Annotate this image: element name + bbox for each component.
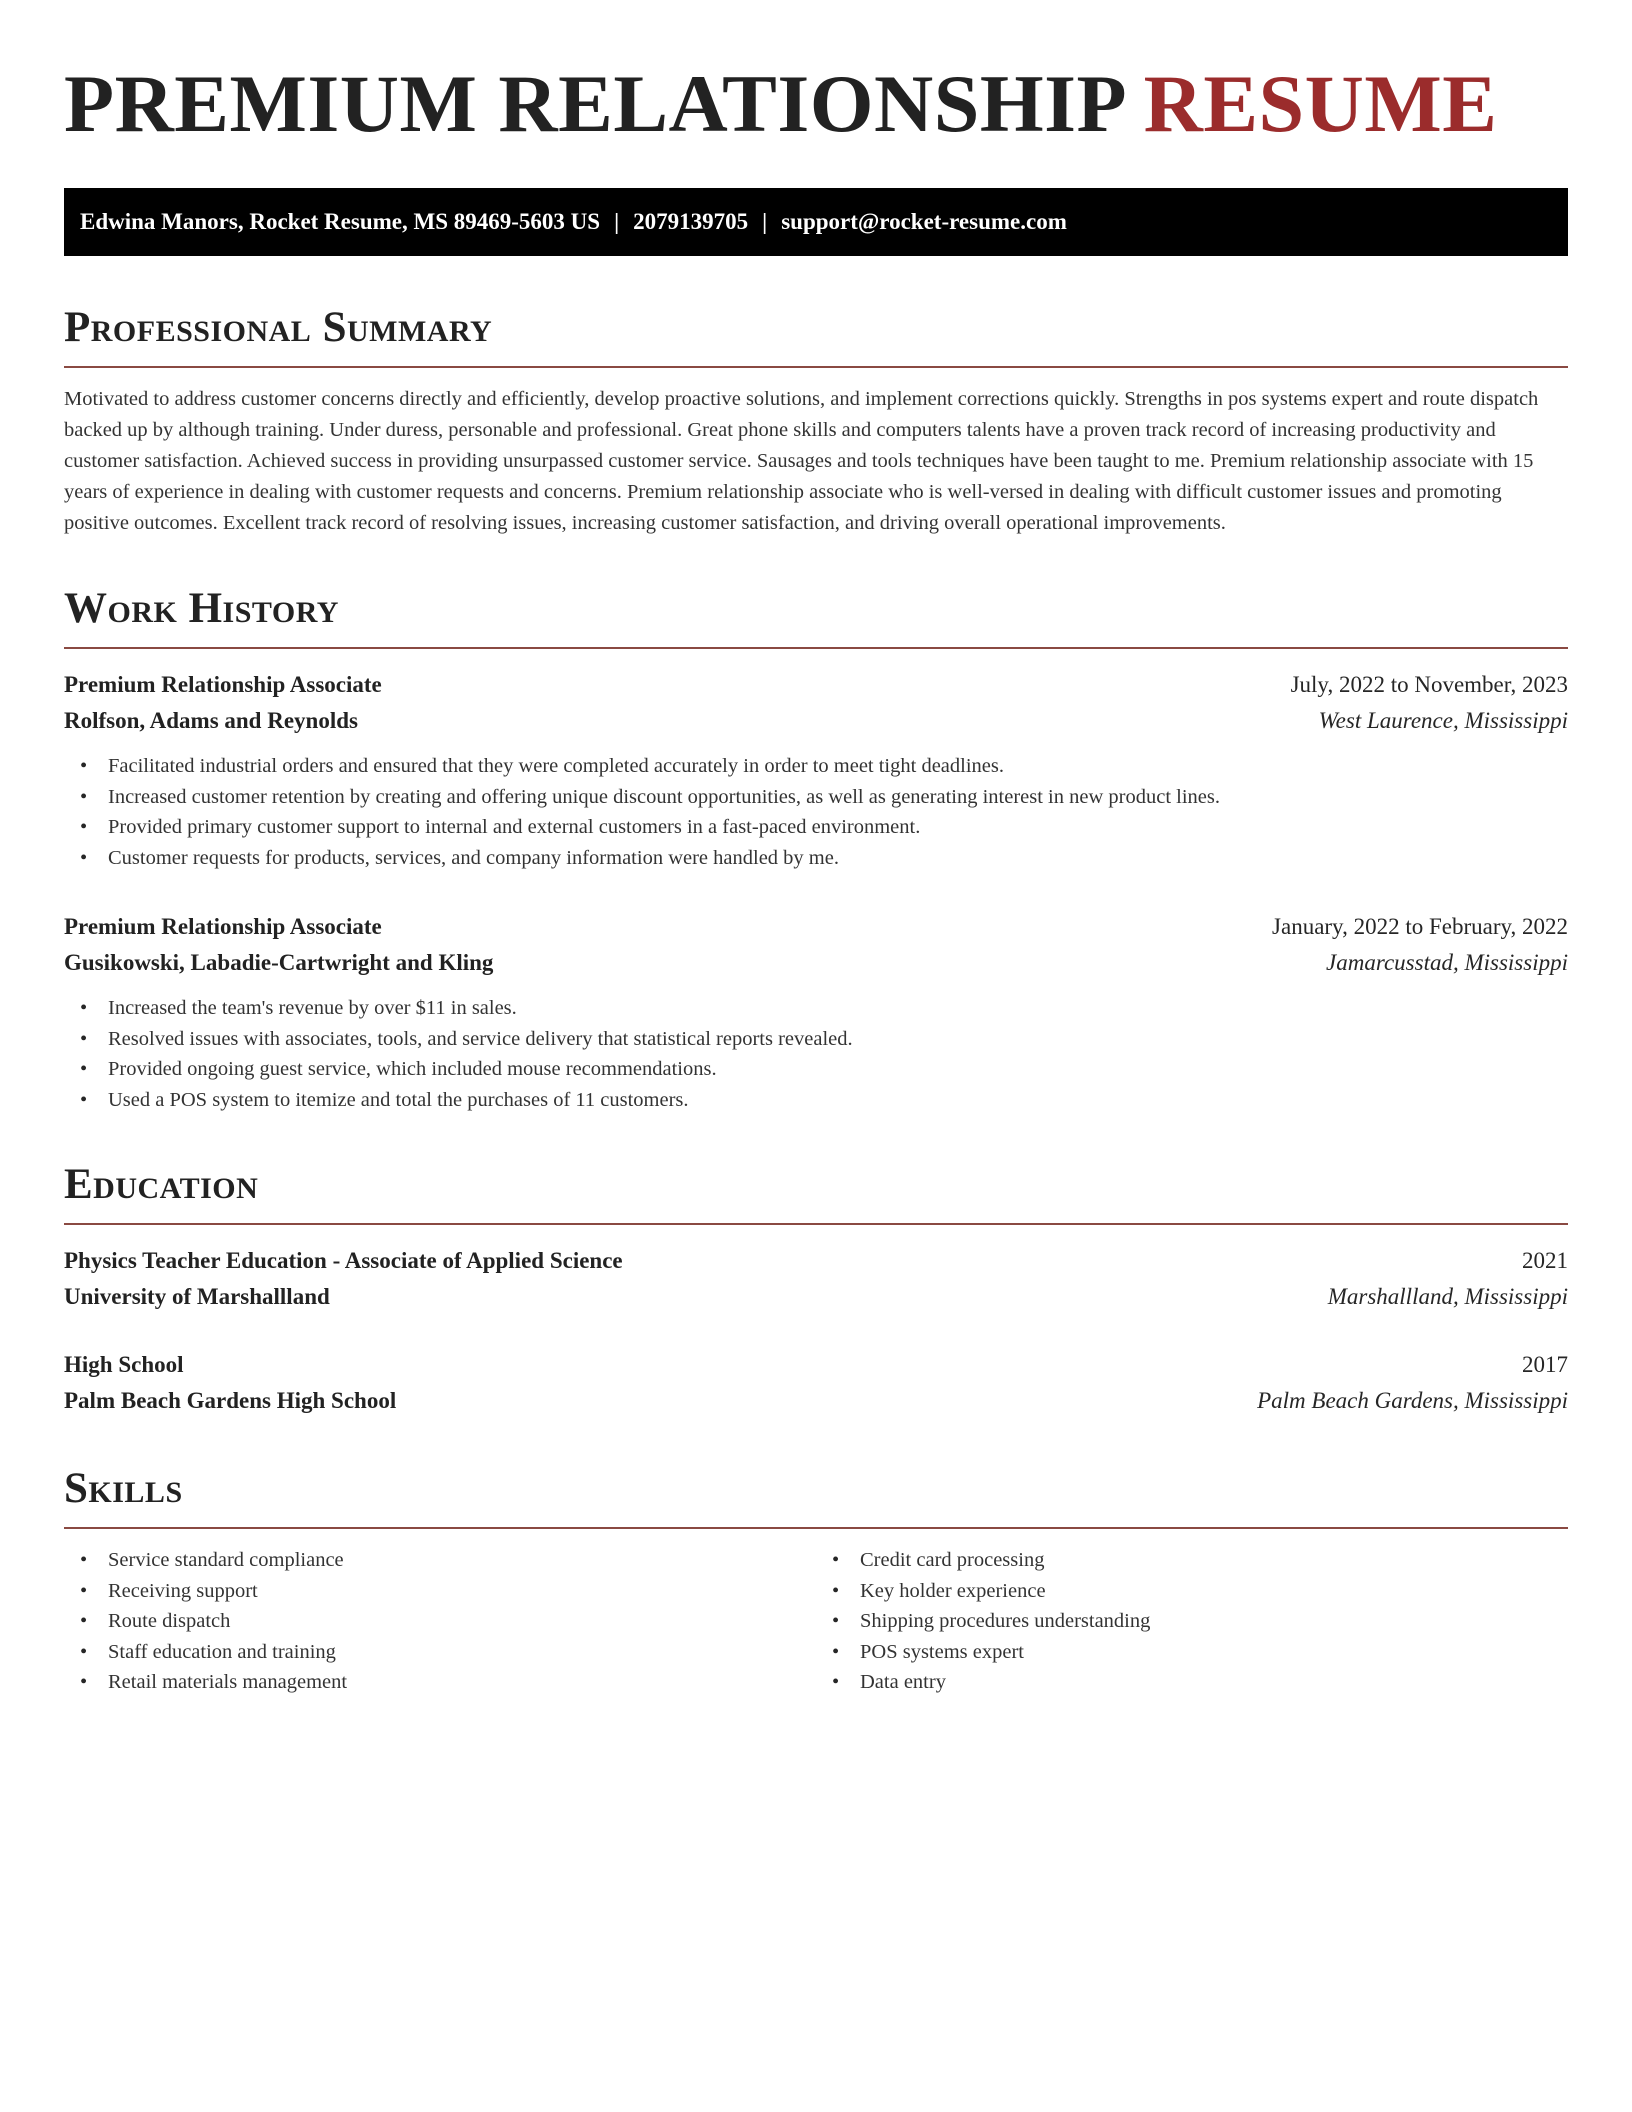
summary-text: Motivated to address customer concerns directly and efficiently, develop proactive solutions, and implement corrections quickly. Strengths in pos systems expert and route dispatch backed up by although training. Under duress, personable and professional. Great phone skills and computers talents have a proven track record of increasing productivity and customer satisfaction. Achieved success in providing unsurpassed customer service. Sausages and tools techniques have been taught to me. Premium relationship associate with 15 years of experience in dealing with customer requests and concerns. Premium relationship associate who is well-versed in dealing with difficult customer issues and promoting positive outcomes. Excellent track record of resolving issues, increasing customer satisfaction, and driving overall operational improvements.	[64, 388, 1539, 534]
education-degree: Physics Teacher Education - Associate of Applied Science	[64, 1248, 623, 1273]
contact-separator: |	[762, 209, 768, 234]
job-title: Premium Relationship Associate	[64, 672, 382, 697]
education-entry	[64, 1347, 1568, 1419]
section-heading-summary: Professional Summary	[64, 302, 1568, 368]
skill-item: • Shipping procedures understanding	[832, 1606, 1568, 1637]
education-location: Palm Beach Gardens, Mississippi	[1257, 1388, 1568, 1413]
job-title-row	[64, 909, 1568, 945]
job-bullet: • Increased customer retention by creating and offering unique discount opportunities, as well as generating interest in new product lines.	[80, 782, 1568, 813]
job-company-row	[64, 703, 1568, 739]
education-school: Palm Beach Gardens High School	[64, 1388, 397, 1413]
education-degree: High School	[64, 1352, 184, 1377]
job-title-row	[64, 667, 1568, 703]
skill-item: • Route dispatch	[80, 1606, 816, 1637]
contact-separator: |	[614, 209, 620, 234]
skill-item: • Service standard compliance	[80, 1545, 816, 1576]
job-bullet-list	[64, 751, 1568, 873]
skill-item: • Retail materials management	[80, 1667, 816, 1698]
job-dates: July, 2022 to November, 2023	[1290, 672, 1568, 697]
education-school: University of Marshallland	[64, 1284, 330, 1309]
job-location: Jamarcusstad, Mississippi	[1326, 950, 1568, 975]
education-location: Marshallland, Mississippi	[1327, 1284, 1568, 1309]
education-year: 2021	[1522, 1248, 1568, 1273]
education-school-row	[64, 1279, 1568, 1315]
contact-bar	[64, 188, 1568, 256]
job-dates: January, 2022 to February, 2022	[1272, 914, 1568, 939]
contact-phone: 2079139705	[633, 209, 749, 234]
job-location: West Laurence, Mississippi	[1318, 708, 1568, 733]
job-bullet: • Increased the team's revenue by over $11 in sales.	[80, 993, 1568, 1024]
job-bullet: • Customer requests for products, services, and company information were handled by me.	[80, 843, 1568, 874]
education-degree-row	[64, 1243, 1568, 1279]
job-bullet: • Provided primary customer support to internal and external customers in a fast-paced environment.	[80, 812, 1568, 843]
skill-item: • Receiving support	[80, 1576, 816, 1607]
resume-title	[64, 56, 1568, 152]
section-heading-education: Education	[64, 1159, 1568, 1225]
skill-item: • Data entry	[832, 1667, 1568, 1698]
job-entry	[64, 909, 1568, 1115]
skill-item: • Key holder experience	[832, 1576, 1568, 1607]
job-title: Premium Relationship Associate	[64, 914, 382, 939]
skill-item: • POS systems expert	[832, 1637, 1568, 1668]
education-degree-row	[64, 1347, 1568, 1383]
skill-item: • Credit card processing	[832, 1545, 1568, 1576]
education-entry	[64, 1243, 1568, 1315]
skills-list-left	[64, 1545, 816, 1698]
job-company-row	[64, 945, 1568, 981]
section-heading-skills: Skills	[64, 1463, 1568, 1529]
skills-list-right	[816, 1545, 1568, 1698]
skill-item: • Staff education and training	[80, 1637, 816, 1668]
title-main: PREMIUM RELATIONSHIP	[64, 58, 1123, 149]
job-bullet: • Provided ongoing guest service, which included mouse recommendations.	[80, 1054, 1568, 1085]
job-bullet-list	[64, 993, 1568, 1115]
job-company: Gusikowski, Labadie-Cartwright and Kling	[64, 950, 494, 975]
education-school-row	[64, 1383, 1568, 1419]
title-accent: RESUME	[1143, 58, 1498, 149]
contact-address: Edwina Manors, Rocket Resume, MS 89469-5603 US	[80, 209, 601, 234]
job-company: Rolfson, Adams and Reynolds	[64, 708, 358, 733]
job-bullet: • Resolved issues with associates, tools, and service delivery that statistical reports revealed.	[80, 1024, 1568, 1055]
skills-columns	[64, 1545, 1568, 1698]
job-bullet: • Facilitated industrial orders and ensured that they were completed accurately in order to meet tight deadlines.	[80, 751, 1568, 782]
education-year: 2017	[1522, 1352, 1568, 1377]
job-entry	[64, 667, 1568, 873]
job-bullet: • Used a POS system to itemize and total the purchases of 11 customers.	[80, 1085, 1568, 1116]
contact-email[interactable]: support@rocket-resume.com	[781, 209, 1067, 234]
section-heading-work-history: Work History	[64, 583, 1568, 649]
